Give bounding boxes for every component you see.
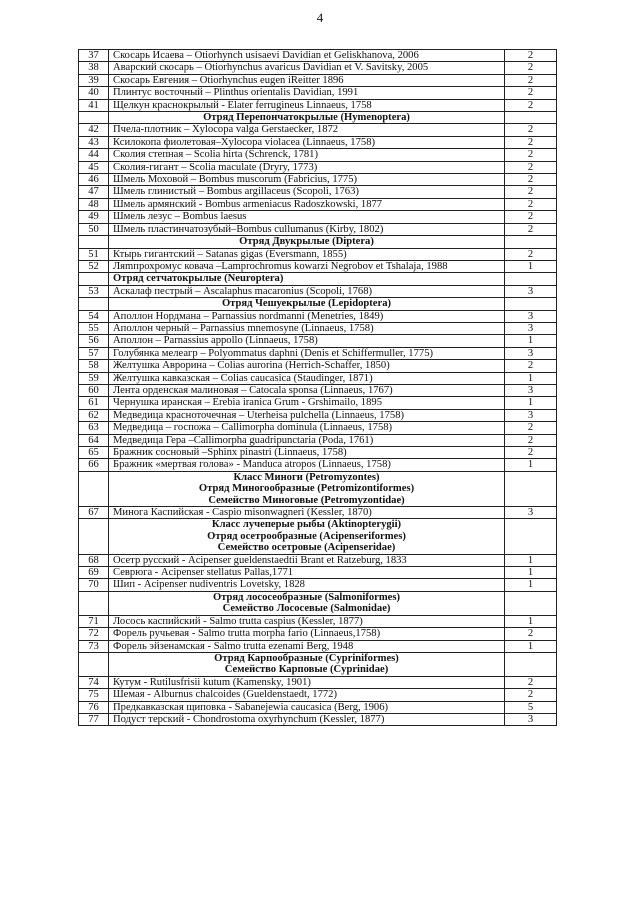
table-row [79,285,557,297]
taxon-header-line: Класс лучеперые рыбы (Aktinopterygii) [211,519,402,531]
taxon-header-row [79,652,557,676]
row-number: 42 [79,124,109,136]
rarity-category: 1 [505,372,557,384]
empty-number-cell [79,236,109,248]
rarity-category: 1 [505,640,557,652]
taxon-header-row [79,236,557,248]
table-row [79,459,557,471]
table-row [79,507,557,519]
table-row [79,447,557,459]
row-number: 60 [79,384,109,396]
table-row [79,689,557,701]
row-number: 62 [79,409,109,421]
taxon-header-line: Семейство осетровые (Acipenseridae) [217,542,396,554]
empty-number-cell [79,591,109,615]
species-name: Плинтус восточный – Plinthus orientalis Davidian, 1991 [109,87,505,99]
table-row [79,223,557,235]
rarity-category: 2 [505,136,557,148]
table-row [79,99,557,111]
table-row [79,640,557,652]
taxon-header-line: Отряд Двукрылые (Diptera) [239,236,374,248]
rarity-category: 2 [505,447,557,459]
species-name: Желтушка кавказская – Colias caucasica (Staudinger, 1871) [109,372,505,384]
species-name: Лосось каспийский - Salmo trutta caspius (Kessler, 1877) [109,615,505,627]
rarity-category: 1 [505,260,557,272]
rarity-category: 2 [505,186,557,198]
species-name: Минога Каспийская - Caspio misonwagneri (Kessler, 1870) [109,507,505,519]
row-number: 56 [79,335,109,347]
rarity-category: 2 [505,689,557,701]
row-number: 75 [79,689,109,701]
table-row [79,628,557,640]
species-name: Ктырь гигантский – Satanas gigas (Eversmann, 1855) [109,248,505,260]
rarity-category: 3 [505,507,557,519]
row-number: 69 [79,567,109,579]
row-number: 47 [79,186,109,198]
row-number: 63 [79,422,109,434]
rarity-category: 2 [505,161,557,173]
empty-number-cell [79,273,109,285]
species-name: Медведица красноточечная – Uterheisa pulchella (Linnaeus, 1758) [109,409,505,421]
rarity-category: 2 [505,676,557,688]
rarity-category: 2 [505,124,557,136]
species-name: Желтушка Авроpина – Colias aurorina (Herrich-Schaffer, 1850) [109,360,505,372]
table-row [79,567,557,579]
row-number: 55 [79,322,109,334]
species-name: Аполлон черный – Parnassius mnemosyne (Linnaeus, 1758) [109,322,505,334]
rarity-category: 1 [505,459,557,471]
empty-category-cell [505,298,557,310]
species-name: Сколия степная – Scolia hirta (Schrenck, 1781) [109,149,505,161]
empty-number-cell [79,471,109,506]
row-number: 70 [79,579,109,591]
rarity-category: 2 [505,99,557,111]
table-row [79,174,557,186]
table-row [79,713,557,725]
species-name: Голубянка мелеагр – Polyommatus daphni (Denis et Schiffermuller, 1775) [109,347,505,359]
table-row [79,397,557,409]
taxon-header [109,273,505,285]
empty-category-cell [505,591,557,615]
species-name: Скосарь Евгения – Otiorhynchus eugen iReitter 1896 [109,74,505,86]
rarity-category: 2 [505,422,557,434]
taxon-header [109,298,505,310]
species-name: Пчела-плотник – Xylocopa valga Gerstaecker, 1872 [109,124,505,136]
rarity-category: 1 [505,554,557,566]
species-name: Бражник «мертвая голова» - Manduca atropos (Linnaeus, 1758) [109,459,505,471]
species-name: Сколия-гигант – Scolia maculate (Dryry, 1773) [109,161,505,173]
species-name: Шмель Моховой – Bombus muscorum (Fabricius, 1775) [109,174,505,186]
rarity-category: 3 [505,310,557,322]
table-row [79,554,557,566]
table-row [79,409,557,421]
table-row [79,198,557,210]
rarity-category: 1 [505,567,557,579]
row-number: 74 [79,676,109,688]
rarity-category: 1 [505,397,557,409]
species-name: Аварский скосарь – Otiorhynchus avaricus Davidian et V. Savitsky, 2005 [109,62,505,74]
species-name: Медведица – госпожа – Callimorpha dominula (Linnaeus, 1758) [109,422,505,434]
row-number: 43 [79,136,109,148]
table-row [79,615,557,627]
row-number: 38 [79,62,109,74]
empty-category-cell [505,519,557,554]
row-number: 64 [79,434,109,446]
page-number: 4 [316,10,324,25]
species-name: Медведица Гера –Callimorpha guadripunctaria (Poda, 1761) [109,434,505,446]
rarity-category: 3 [505,347,557,359]
species-name: Ксилокопа фиолетовая–Xylocopa violacea (Linnaeus, 1758) [109,136,505,148]
species-name: Подуст терский - Chondrostoma oxyrhynchum (Kessler, 1877) [109,713,505,725]
table-row [79,384,557,396]
empty-number-cell [79,112,109,124]
row-number: 49 [79,211,109,223]
taxon-header-line: Отряд Чешуекрылые (Lepidoptera) [221,298,392,310]
table-row [79,310,557,322]
row-number: 65 [79,447,109,459]
empty-category-cell [505,112,557,124]
rarity-category: 2 [505,87,557,99]
taxon-header-line: Отряд сетчатокрылые (Neuroptera) [113,273,284,285]
taxon-header [109,652,505,676]
rarity-category: 2 [505,50,557,62]
table-row [79,186,557,198]
taxon-header-line: Семейство Карповые (Cyprinidae) [224,664,389,676]
taxon-header-line: Отряд лососеобразные (Salmoniformes) [212,591,401,603]
row-number: 37 [79,50,109,62]
taxon-header [109,236,505,248]
taxon-header [109,112,505,124]
species-table [78,49,557,726]
rarity-category: 3 [505,322,557,334]
empty-category-cell [505,471,557,506]
rarity-category: 2 [505,198,557,210]
rarity-category: 2 [505,628,557,640]
row-number: 51 [79,248,109,260]
table-row [79,335,557,347]
species-name: Шип - Acipenser nudiventris Lovetsky, 1828 [109,579,505,591]
species-name: Предкавказская щиповка - Sabanejewia caucasica (Berg, 1906) [109,701,505,713]
table-row [79,136,557,148]
row-number: 58 [79,360,109,372]
species-name: Форель эйзенамская - Salmo trutta ezenami Berg, 1948 [109,640,505,652]
row-number: 72 [79,628,109,640]
species-name: Лента орденская малиновая – Catocala sponsa (Linnaeus, 1767) [109,384,505,396]
row-number: 45 [79,161,109,173]
taxon-header-row [79,591,557,615]
table-row [79,360,557,372]
row-number: 41 [79,99,109,111]
row-number: 46 [79,174,109,186]
species-name: Шмель пластинчатозубый–Bombus cullumanus (Kirby, 1802) [109,223,505,235]
empty-category-cell [505,236,557,248]
table-row [79,260,557,272]
taxon-header-line: Отряд Карпообразные (Cypriniformes) [214,652,399,664]
row-number: 40 [79,87,109,99]
row-number: 66 [79,459,109,471]
species-name: Форель ручьевая - Salmo trutta morpha fario (Linnaeus,1758) [109,628,505,640]
row-number: 76 [79,701,109,713]
empty-category-cell [505,273,557,285]
rarity-category: 2 [505,248,557,260]
species-table-body [79,50,557,726]
taxon-header-row [79,298,557,310]
row-number: 52 [79,260,109,272]
table-row [79,579,557,591]
rarity-category: 3 [505,713,557,725]
row-number: 71 [79,615,109,627]
species-name: Шемая - Alburnus chalcoides (Gueldenstaedt, 1772) [109,689,505,701]
table-row [79,62,557,74]
rarity-category: 2 [505,434,557,446]
rarity-category: 2 [505,149,557,161]
empty-number-cell [79,298,109,310]
taxon-header-row [79,112,557,124]
rarity-category: 2 [505,74,557,86]
species-name: Шмель глинистый – Bombus argillaceus (Scopoli, 1763) [109,186,505,198]
rarity-category: 1 [505,615,557,627]
rarity-category: 2 [505,62,557,74]
row-number: 61 [79,397,109,409]
rarity-category: 3 [505,285,557,297]
species-name: Шмель лезус – Bombus laesus [109,211,505,223]
rarity-category: 3 [505,409,557,421]
row-number: 77 [79,713,109,725]
taxon-header-row [79,273,557,285]
table-row [79,211,557,223]
taxon-header [109,519,505,554]
rarity-category: 2 [505,360,557,372]
table-row [79,161,557,173]
taxon-header-line: Отряд Миногообразные (Petromizontiformes) [198,483,415,495]
row-number: 68 [79,554,109,566]
table-row [79,422,557,434]
taxon-header-line: Отряд Перепончатокрылые (Hymenoptera) [203,112,410,124]
row-number: 73 [79,640,109,652]
species-name: Скосарь Исаева – Otiorhynch usisaevi Davidian et Geliskhanova, 2006 [109,50,505,62]
row-number: 57 [79,347,109,359]
row-number: 54 [79,310,109,322]
taxon-header-line: Семейство Миноговые (Petromyzontidae) [208,494,405,506]
rarity-category: 2 [505,223,557,235]
species-name: Чернушка иранская – Erebia iranica Grum - Grshimailo, 1895 [109,397,505,409]
taxon-header-row [79,471,557,506]
row-number: 48 [79,198,109,210]
table-row [79,676,557,688]
taxon-header-row [79,519,557,554]
species-name: Щелкун краснокрылый - Elater ferrugineus Linnaeus, 1758 [109,99,505,111]
species-name: Шмель армянский - Bombus armeniacus Radoszkowski, 1877 [109,198,505,210]
row-number: 67 [79,507,109,519]
table-row [79,149,557,161]
table-row [79,124,557,136]
table-row [79,322,557,334]
species-name: Бражник сосновый –Sphinx pinastri (Linnaeus, 1758) [109,447,505,459]
table-row [79,248,557,260]
rarity-category: 1 [505,579,557,591]
table-row [79,87,557,99]
rarity-category: 5 [505,701,557,713]
table-row [79,434,557,446]
table-row [79,372,557,384]
species-name: Аполлон Нордмана – Parnassius nordmanni (Menetries, 1849) [109,310,505,322]
row-number: 44 [79,149,109,161]
species-name: Осетр русский - Acipenser gueldenstaedtii Brant et Ratzeburg, 1833 [109,554,505,566]
table-row [79,50,557,62]
rarity-category: 2 [505,211,557,223]
rarity-category: 1 [505,335,557,347]
row-number: 50 [79,223,109,235]
species-name: Аскалаф пестрый – Ascalaphus macaronius (Scopoli, 1768) [109,285,505,297]
empty-category-cell [505,652,557,676]
table-row [79,74,557,86]
row-number: 39 [79,74,109,86]
table-row [79,701,557,713]
row-number: 59 [79,372,109,384]
taxon-header-line: Семейство Лососевые (Salmonidae) [222,603,391,615]
taxon-header-line: Отряд осетрообразные (Acipenseriformes) [207,530,406,542]
species-name: Севрюга - Acipenser stellatus Pallas,1771 [109,567,505,579]
rarity-category: 3 [505,384,557,396]
taxon-header-line: Класс Миноги (Petromyzontes) [233,471,380,483]
rarity-category: 2 [505,174,557,186]
taxon-header [109,591,505,615]
species-name: Аполлон – Parnassius appollo (Linnaeus, 1758) [109,335,505,347]
empty-number-cell [79,652,109,676]
species-name: Кутум - Rutilusfrisii kutum (Kamensky, 1901) [109,676,505,688]
species-name: Ляmпрохромус ковача –Lamprochromus kowarzi Negrobov et Tshalaja, 1988 [109,260,505,272]
empty-number-cell [79,519,109,554]
taxon-header [109,471,505,506]
row-number: 53 [79,285,109,297]
table-row [79,347,557,359]
